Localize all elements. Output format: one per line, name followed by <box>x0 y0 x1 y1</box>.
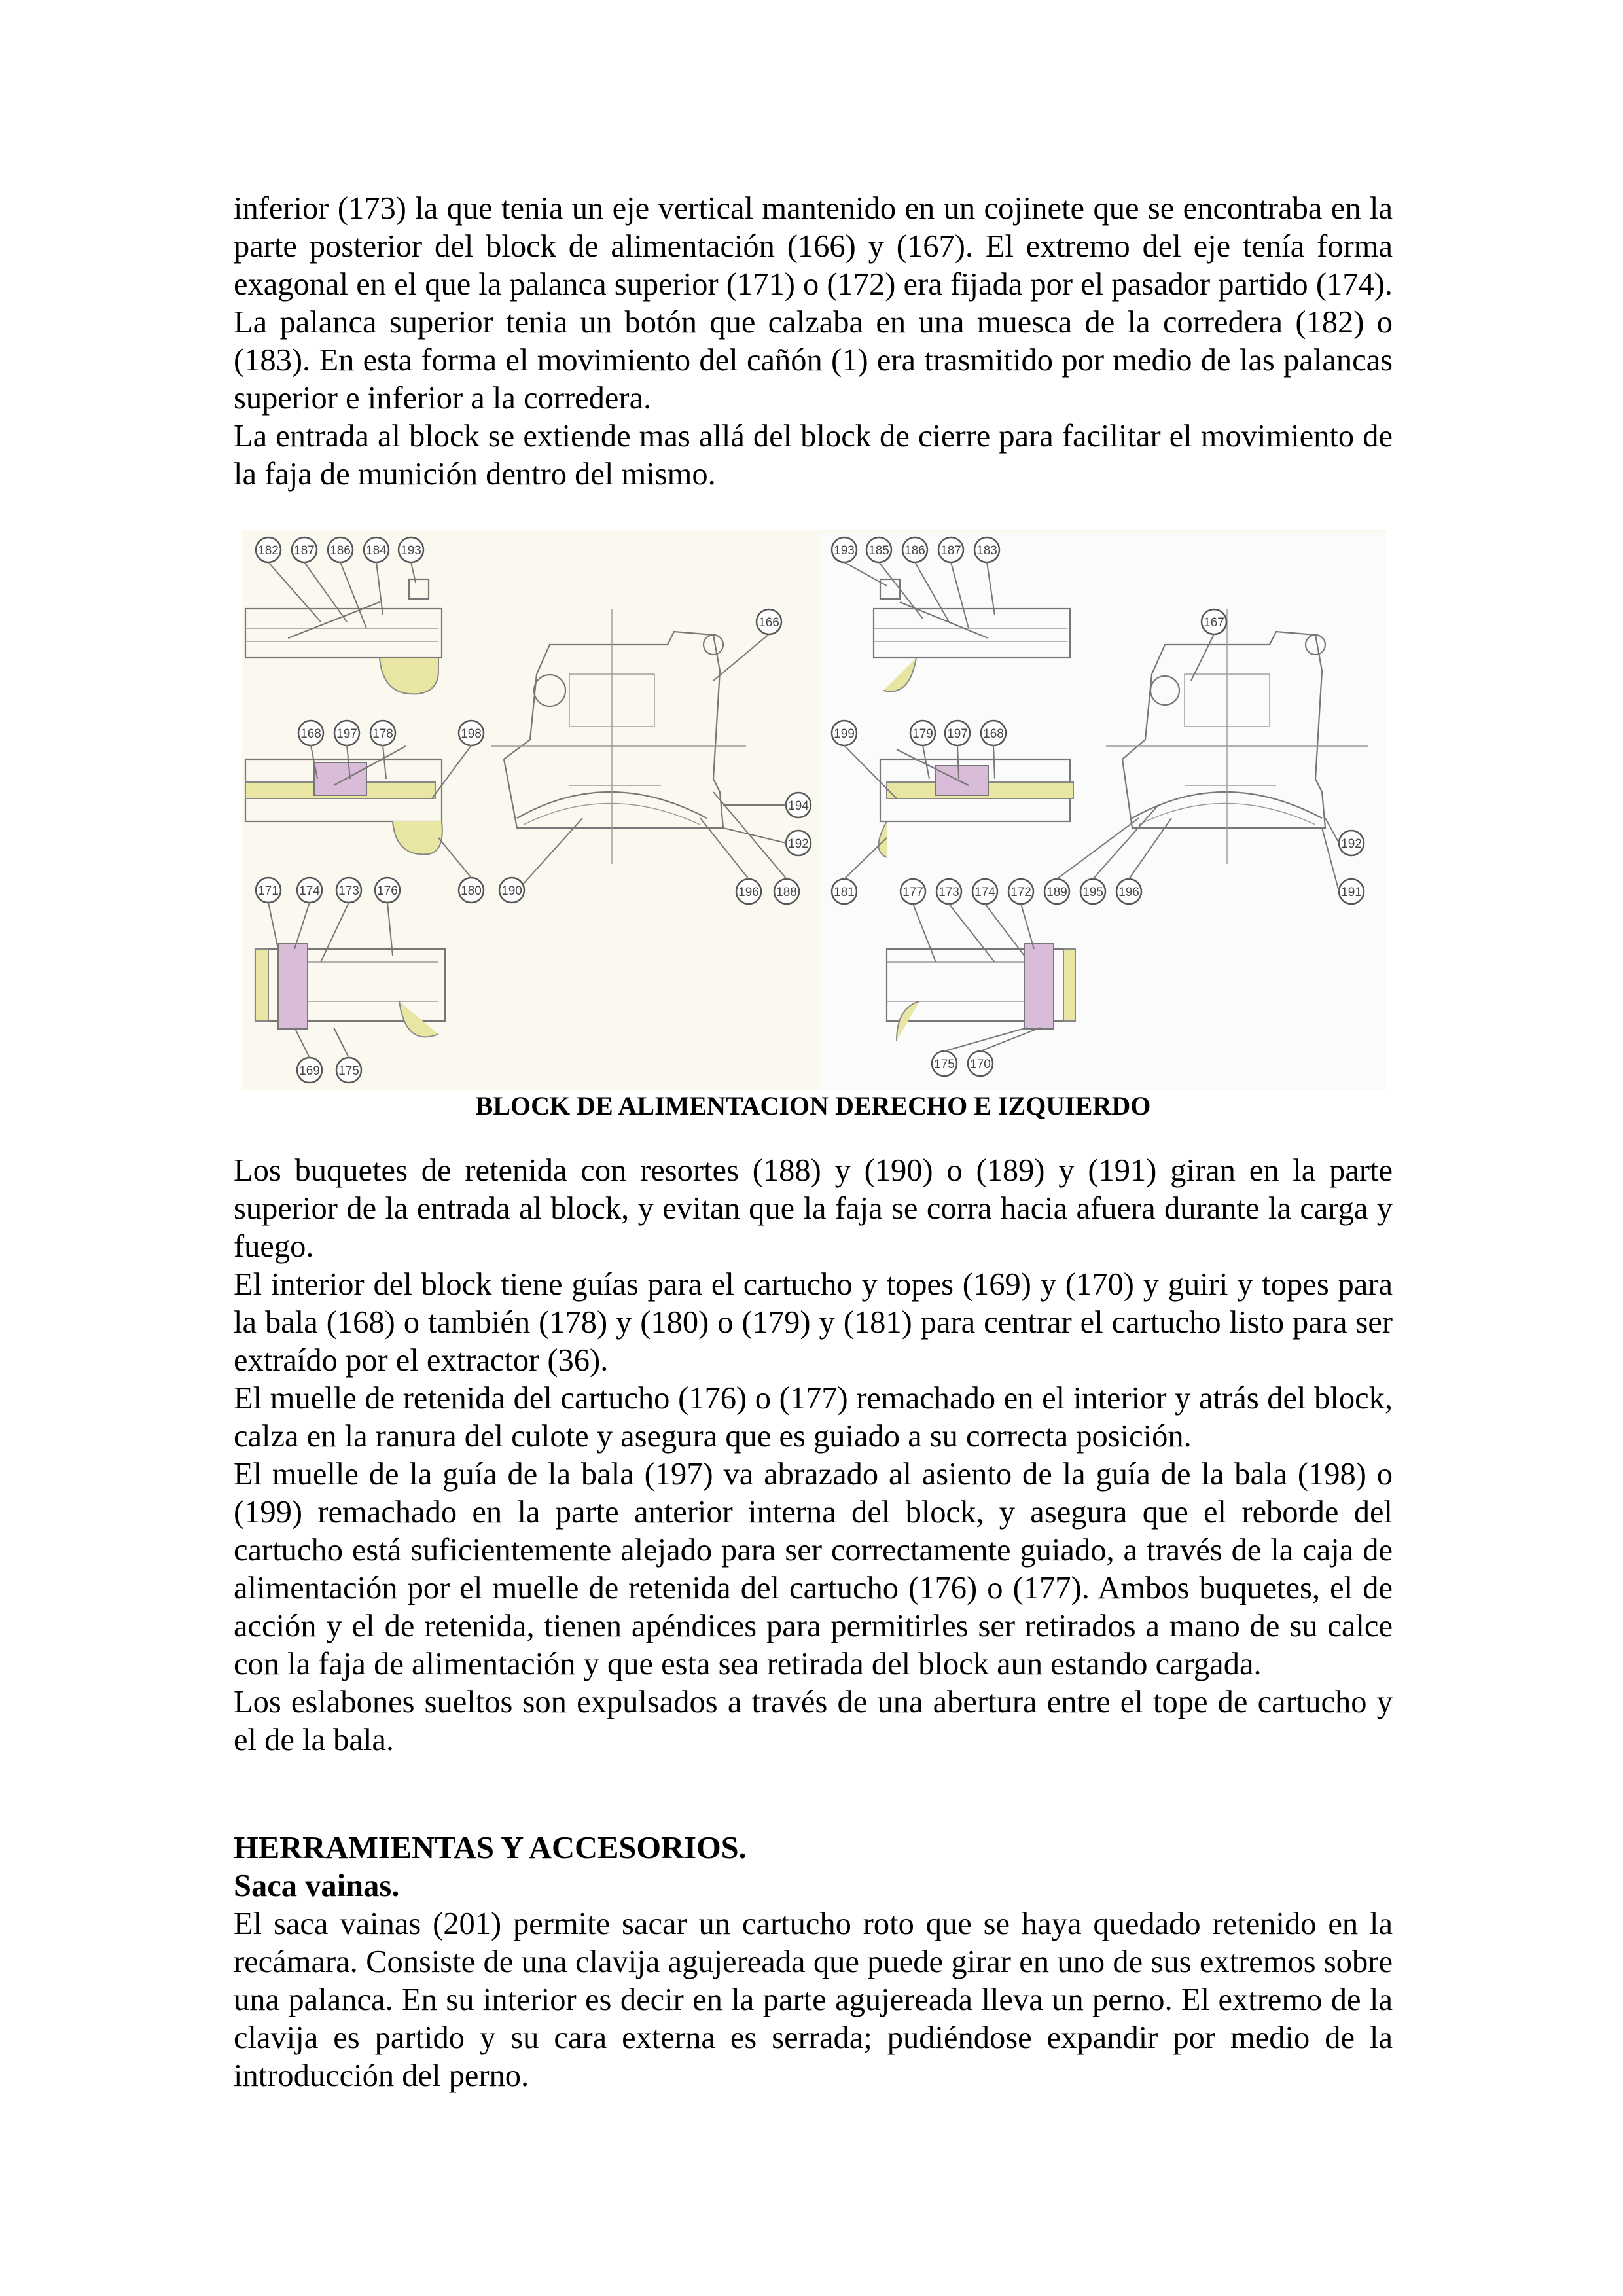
svg-text:182: 182 <box>258 544 279 558</box>
svg-text:169: 169 <box>299 1064 320 1078</box>
feed-block-drawing <box>242 530 1387 1090</box>
callout-166 <box>757 609 781 634</box>
feed-block-figure <box>242 530 1387 1090</box>
svg-text:173: 173 <box>338 884 359 898</box>
callout-195 <box>1080 879 1105 904</box>
paragraph: Los buquetes de retenida con resortes (188) y (190) o (189) y (191) giran en la parte superior de la entrada al block, y evitan que la faja se corra hacia afuera durante la carga y fuego. <box>234 1153 1393 1264</box>
callout-187 <box>292 537 317 562</box>
svg-text:190: 190 <box>501 884 522 898</box>
callout-175r <box>932 1051 957 1076</box>
callout-177 <box>901 879 925 904</box>
paragraph: El saca vainas (201) permite sacar un cartucho roto que se haya quedado retenido en la recámara. Consiste de una clavija agujereada que puede girar en uno de sus extremos sobre una palanca. En su interior es decir en la parte agujereada lleva un perno. El extremo de la clavija es partido y su cara externa es serrada; pudiéndose expandir por medio de la introducción del perno. <box>234 1907 1393 2093</box>
callout-167 <box>1202 609 1226 634</box>
callout-193 <box>399 537 423 562</box>
svg-text:186: 186 <box>330 544 351 558</box>
svg-text:197: 197 <box>947 727 968 741</box>
callout-173 <box>336 878 361 903</box>
callout-175 <box>336 1058 361 1083</box>
callout-196r <box>1116 879 1141 904</box>
svg-text:187: 187 <box>294 544 315 558</box>
callout-189 <box>1044 879 1069 904</box>
paragraph: El interior del block tiene guías para el cartucho y topes (169) y (170) y guiri y topes para la bala (168) o también (178) y (180) o (179) y (181) para centrar el cartucho listo para ser extraído por el extractor (36). <box>234 1267 1393 1378</box>
callout-186r <box>902 537 927 562</box>
svg-text:193: 193 <box>834 544 855 558</box>
callout-169 <box>297 1058 322 1083</box>
callout-187r <box>938 537 963 562</box>
svg-text:178: 178 <box>372 727 393 741</box>
callout-186 <box>328 537 353 562</box>
left-drawing-group <box>245 579 746 1037</box>
svg-text:171: 171 <box>258 884 279 898</box>
callout-191 <box>1339 879 1364 904</box>
svg-text:175: 175 <box>338 1064 359 1078</box>
callout-183 <box>974 537 999 562</box>
svg-text:197: 197 <box>336 727 357 741</box>
svg-text:199: 199 <box>834 727 855 741</box>
callout-188 <box>774 879 799 904</box>
callout-197r <box>945 721 970 745</box>
svg-text:181: 181 <box>834 886 855 899</box>
svg-text:170: 170 <box>970 1058 991 1071</box>
svg-text:193: 193 <box>401 544 421 558</box>
text-block-middle <box>234 1152 1393 1759</box>
callout-192 <box>786 831 811 855</box>
callout-174r <box>972 879 997 904</box>
callout-174 <box>297 878 322 903</box>
svg-text:180: 180 <box>461 884 482 898</box>
section-subheading: Saca vainas. <box>234 1869 400 1903</box>
callout-184 <box>364 537 389 562</box>
paragraph: El muelle de la guía de la bala (197) va abrazado al asiento de la guía de la bala (198) o (199) remachado en la parte anterior interna del block, y asegura que el reborde del cartucho está suficientemente alejado para ser correctamente guiado, a través de la caja de alimentación por el muelle de retenida del cartucho (176) o (177). Ambos buquetes, el de acción y el de retenida, tienen apéndices para permitirles ser retirados a mano de su calce con la faja de alimentación y que esta sea retirada del block aun estando cargada. <box>234 1457 1393 1681</box>
figure-caption: BLOCK DE ALIMENTACION DERECHO E IZQUIERDO <box>475 1091 1151 1121</box>
svg-text:168: 168 <box>983 727 1004 741</box>
svg-text:196: 196 <box>1118 886 1139 899</box>
svg-text:192: 192 <box>788 837 809 851</box>
svg-text:186: 186 <box>904 544 925 558</box>
svg-text:195: 195 <box>1082 886 1103 899</box>
callout-172 <box>1008 879 1033 904</box>
paragraph: La entrada al block se extiende mas allá del block de cierre para facilitar el movimiento de la faja de munición dentro del mismo. <box>234 419 1393 492</box>
callout-170 <box>968 1051 993 1076</box>
callout-190 <box>499 878 524 903</box>
callout-198 <box>459 721 484 745</box>
callout-168r <box>981 721 1006 745</box>
callout-179 <box>910 721 935 745</box>
callout-181 <box>832 879 857 904</box>
callout-171 <box>256 878 281 903</box>
callout-192r <box>1339 831 1364 855</box>
callout-178 <box>370 721 395 745</box>
callout-173r <box>936 879 961 904</box>
callout-197 <box>334 721 359 745</box>
svg-text:194: 194 <box>788 799 809 813</box>
svg-text:183: 183 <box>976 544 997 558</box>
svg-text:189: 189 <box>1046 886 1067 899</box>
section-heading: HERRAMIENTAS Y ACCESORIOS. <box>234 1831 747 1865</box>
svg-text:179: 179 <box>912 727 933 741</box>
svg-text:187: 187 <box>940 544 961 558</box>
svg-text:173: 173 <box>938 886 959 899</box>
svg-text:175: 175 <box>934 1058 955 1071</box>
callout-194 <box>786 793 811 817</box>
svg-text:172: 172 <box>1010 886 1031 899</box>
svg-text:196: 196 <box>738 886 759 899</box>
svg-text:188: 188 <box>776 886 797 899</box>
callout-193r <box>832 537 857 562</box>
svg-text:166: 166 <box>758 616 779 630</box>
svg-text:191: 191 <box>1341 886 1362 899</box>
paragraph: inferior (173) la que tenia un eje vertical mantenido en un cojinete que se encontraba en la parte posterior del block de alimentación (166) y (167). El extremo del eje tenía forma exagonal en el que la palanca superior (171) o (172) era fijada por el pasador partido (174). La palanca superior tenia un botón que calzaba en una muesca de la corredera (182) o (183). En esta forma el movimiento del cañón (1) era trasmitido por medio de las palancas superior e inferior a la corredera. <box>234 191 1393 416</box>
callout-168 <box>298 721 323 745</box>
callout-199 <box>832 721 857 745</box>
svg-text:185: 185 <box>868 544 889 558</box>
svg-text:174: 174 <box>974 886 995 899</box>
svg-text:176: 176 <box>377 884 398 898</box>
callout-185 <box>866 537 891 562</box>
paragraph: Los eslabones sueltos son expulsados a través de una abertura entre el tope de cartucho y el de la bala. <box>234 1685 1393 1757</box>
svg-text:192: 192 <box>1341 837 1362 851</box>
callout-176 <box>375 878 400 903</box>
svg-text:184: 184 <box>366 544 387 558</box>
paragraph: El muelle de retenida del cartucho (176) o (177) remachado en el interior y atrás del block, calza en la ranura del culote y asegura que es guiado a su correcta posición. <box>234 1381 1393 1454</box>
section-tools <box>234 1829 1393 2095</box>
svg-text:198: 198 <box>461 727 482 741</box>
callout-180 <box>459 878 484 903</box>
svg-text:177: 177 <box>902 886 923 899</box>
text-block-top <box>234 190 1393 493</box>
svg-text:167: 167 <box>1204 616 1224 630</box>
right-drawing-group <box>821 533 1387 1090</box>
svg-text:168: 168 <box>300 727 321 741</box>
svg-text:174: 174 <box>299 884 320 898</box>
callout-182 <box>256 537 281 562</box>
callout-196 <box>736 879 761 904</box>
